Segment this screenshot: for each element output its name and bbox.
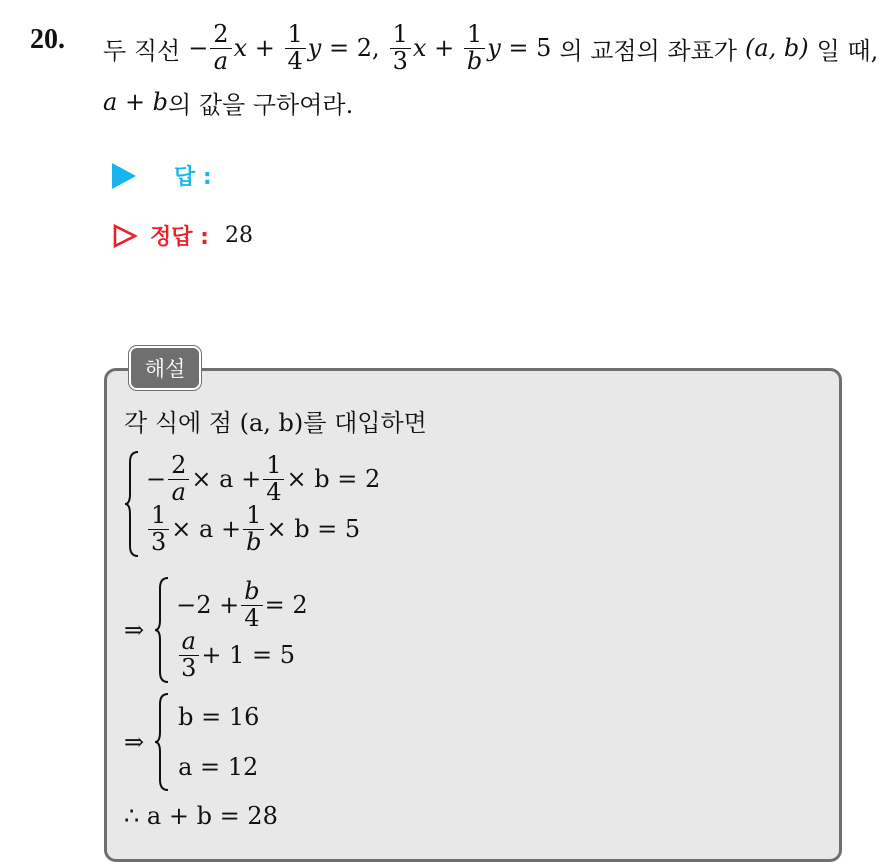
- solution-conclusion: ∴ a + b = 28: [124, 802, 278, 830]
- eq1-frac-2: $\frac{1}{4}$: [285, 22, 306, 73]
- question-mid: 의 교점의 좌표가: [559, 36, 737, 65]
- outline-triangle-icon: [112, 223, 138, 249]
- eq1-frac-1: $\frac{2}{a}$: [210, 22, 231, 73]
- answer-prompt: [112, 160, 212, 191]
- left-brace: [154, 692, 170, 792]
- question-point: (a, b): [744, 34, 809, 62]
- question-line2-text: 의 값을 구하여라.: [168, 90, 354, 119]
- solution-system-1: − $\frac{2}{a}$ × a + $\frac{1}{4}$ × b = 2 $\frac{1}{3}$ × a + $\frac{1}{b}$ × b = 5: [124, 450, 380, 558]
- solution-intro: 각 식에 점 (a, b)를 대입하면: [124, 408, 427, 437]
- play-icon: [112, 163, 136, 189]
- implies-arrow: ⇒: [124, 616, 145, 644]
- solution-system-2: ⇒ −2 + $\frac{b}{4}$ = 2 $\frac{a}{3}$ + 1 = 5: [124, 576, 308, 684]
- correct-answer: [112, 220, 253, 251]
- eq2-frac-2: $\frac{1}{b}$: [464, 22, 485, 73]
- question-end: 일 때,: [816, 36, 879, 65]
- left-brace: [154, 576, 170, 684]
- left-brace: [124, 450, 140, 558]
- solution-tag: 해설: [129, 346, 201, 390]
- eq2-frac-1: $\frac{1}{3}$: [390, 22, 411, 73]
- question-intro: 두 직선: [103, 36, 181, 65]
- question-line-2: [103, 84, 353, 120]
- answer-label: 답 :: [174, 165, 212, 190]
- question-number: 20.: [30, 24, 65, 55]
- question-expression: a + b: [103, 88, 169, 116]
- correct-answer-value: 28: [224, 223, 253, 248]
- implies-arrow: ⇒: [124, 728, 145, 756]
- question-line-1: 두 직선 − $\frac{2}{a}$ x + $\frac{1}{4}$ y = 2 , $\frac{1}{3}$ x + $\frac{1}{b}$ y = 5 의 교점의 좌표가 (a, b) 일 때,: [103, 20, 879, 75]
- solution-system-3: ⇒ b = 16 a = 12: [124, 692, 259, 792]
- correct-answer-label: 정답 :: [150, 225, 209, 250]
